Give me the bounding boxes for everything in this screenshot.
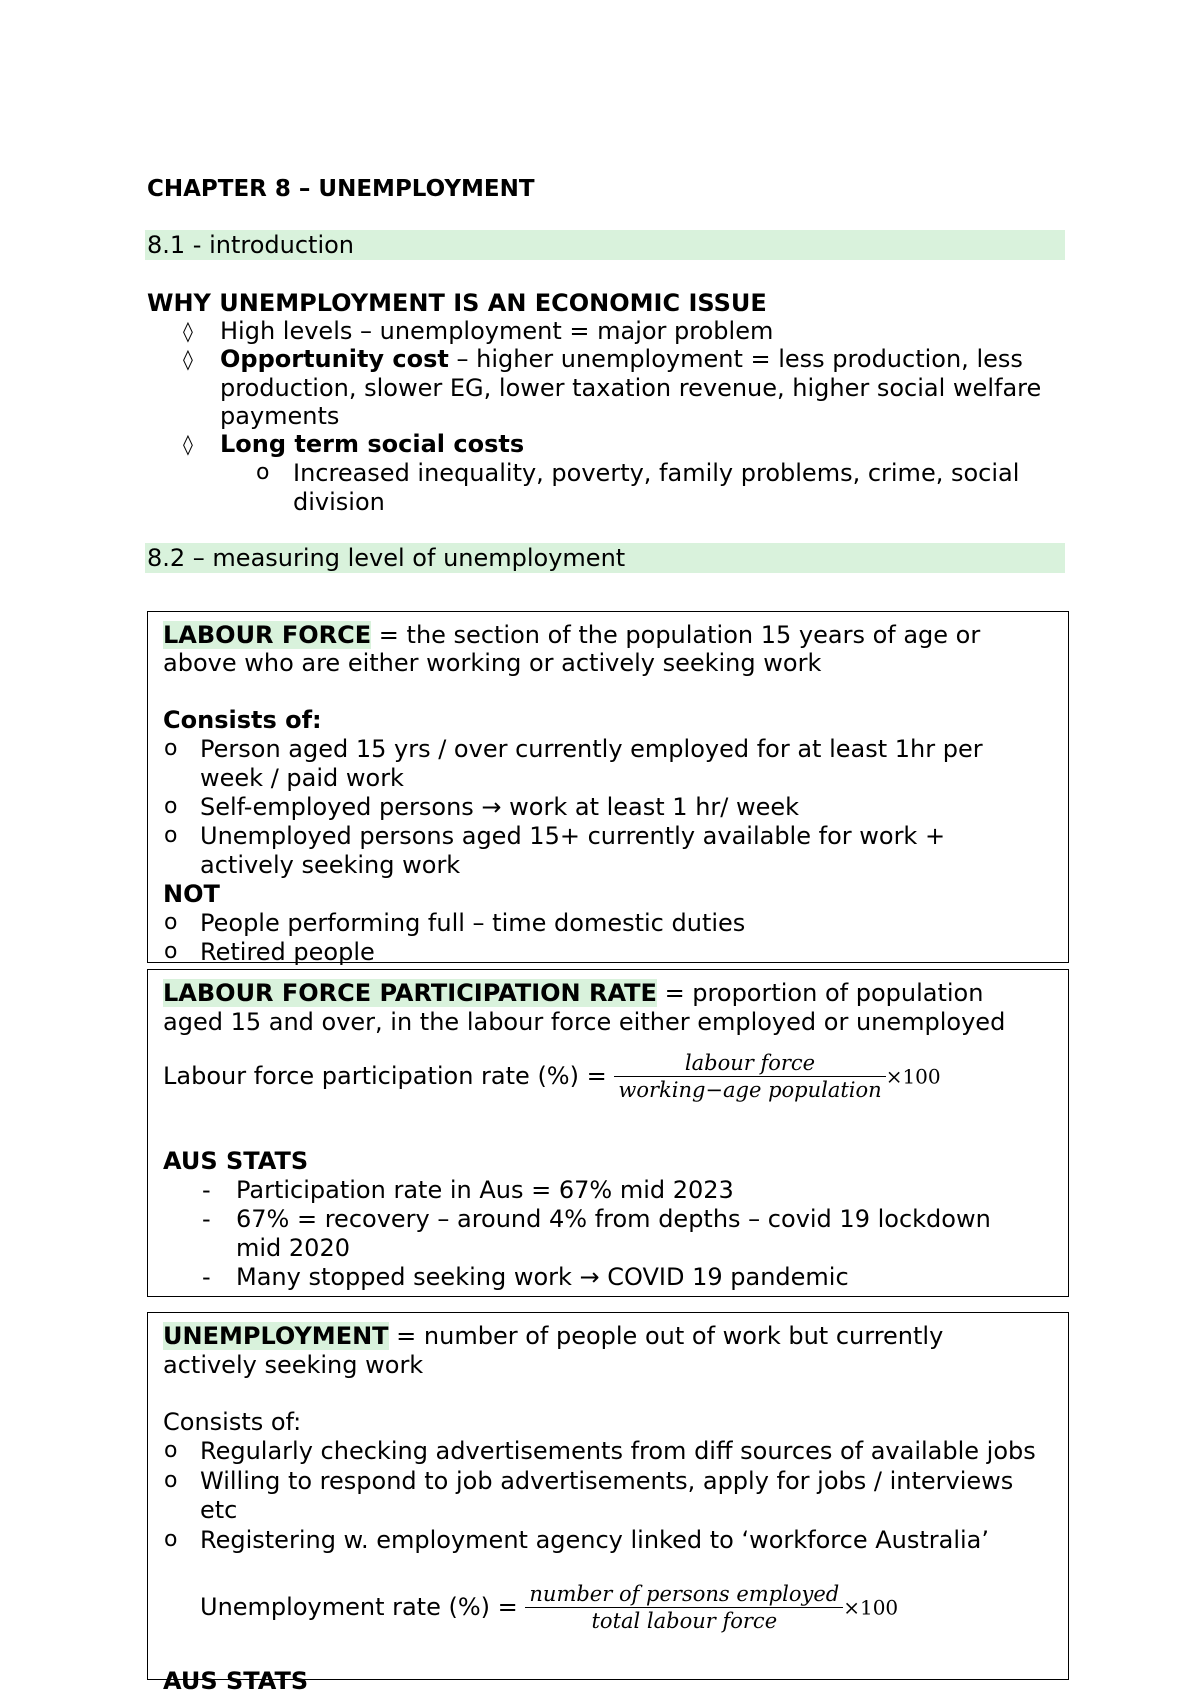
unemployment-definition-line-2: actively seeking work <box>163 1351 424 1379</box>
circle-bullet-icon: o <box>164 794 178 819</box>
aus-stats-heading: AUS STATS <box>163 1147 309 1175</box>
dash-bullet-icon: - <box>202 1176 211 1204</box>
why-bullet-2-line-3: payments <box>220 402 340 430</box>
not-heading: NOT <box>163 880 220 908</box>
diamond-bullet-icon: ◊ <box>183 432 193 456</box>
unemployment-consists-heading: Consists of: <box>163 1408 302 1436</box>
labour-force-item-2: Self-employed persons → work at least 1 hr/ week <box>200 793 800 821</box>
participation-formula: Labour force participation rate (%) = $\frac{\text{labour force}}{\text{working−age population}}$ ×100 <box>163 1051 941 1102</box>
circle-bullet-icon: o <box>164 1468 178 1493</box>
labour-force-not-1: People performing full – time domestic duties <box>200 909 746 937</box>
dash-bullet-icon: - <box>202 1263 211 1291</box>
diamond-bullet-icon: ◊ <box>183 347 193 371</box>
labour-force-box <box>147 611 1069 966</box>
section-heading-8-2: 8.2 – measuring level of unemployment <box>145 543 1065 573</box>
labour-force-definition-line-2: above who are either working or actively seeking work <box>163 649 822 677</box>
stat-1: Participation rate in Aus = 67% mid 2023 <box>236 1176 734 1204</box>
unemployment-fraction: $\frac{\text{number of persons employed}}{\text{total labour force}}$ <box>525 1581 843 1634</box>
participation-definition: LABOUR FORCE PARTICIPATION RATE = proportion of population <box>163 979 984 1007</box>
participation-definition-line-2: aged 15 and over, in the labour force either employed or unemployed <box>163 1008 1006 1036</box>
stat-2: 67% = recovery – around 4% from depths – covid 19 lockdown <box>236 1205 991 1233</box>
why-bullet-3: Long term social costs <box>220 430 525 458</box>
why-sub-bullet: Increased inequality, poverty, family problems, crime, social <box>293 459 1020 487</box>
circle-bullet-icon: o <box>164 1438 178 1463</box>
circle-bullet-icon: o <box>164 823 178 848</box>
stat-3: Many stopped seeking work → COVID 19 pandemic <box>236 1263 849 1291</box>
circle-bullet-icon: o <box>256 460 270 485</box>
labour-force-definition: LABOUR FORCE = the section of the population 15 years of age or <box>163 621 981 649</box>
consists-heading: Consists of: <box>163 706 322 734</box>
why-bullet-2-line-2: production, slower EG, lower taxation revenue, higher social welfare <box>220 374 1042 402</box>
circle-bullet-icon: o <box>164 939 178 964</box>
dash-bullet-icon: - <box>202 1205 211 1233</box>
stat-2-line-2: mid 2020 <box>236 1234 350 1262</box>
circle-bullet-icon: o <box>164 910 178 935</box>
labour-force-item-1: Person aged 15 yrs / over currently employed for at least 1hr per <box>200 735 983 763</box>
circle-bullet-icon: o <box>164 1527 178 1552</box>
unemployment-formula: Unemployment rate (%) = $\frac{\text{number of persons employed}}{\text{total labour force}}$ ×100 <box>200 1582 899 1633</box>
labour-force-item-1-line-2: week / paid work <box>200 764 404 792</box>
why-sub-bullet-line-2: division <box>293 488 385 516</box>
unemployment-item-1: Regularly checking advertisements from diff sources of available jobs <box>200 1437 1036 1465</box>
why-bullet-2: Opportunity cost – higher unemployment = less production, less <box>220 345 1023 373</box>
participation-rate-box <box>147 969 1069 1297</box>
section-heading-8-1: 8.1 - introduction <box>145 230 1065 260</box>
participation-fraction: $\frac{\text{labour force}}{\text{working−age population}}$ <box>614 1050 885 1103</box>
unemployment-item-3: Registering w. employment agency linked to ‘workforce Australia’ <box>200 1526 990 1554</box>
unemployment-aus-stats-heading: AUS STATS <box>163 1667 309 1695</box>
why-heading: WHY UNEMPLOYMENT IS AN ECONOMIC ISSUE <box>147 289 767 317</box>
labour-force-not-2: Retired people <box>200 938 375 966</box>
unemployment-item-2-line-2: etc <box>200 1496 238 1524</box>
page-title: CHAPTER 8 – UNEMPLOYMENT <box>147 176 535 202</box>
why-bullet-1: High levels – unemployment = major problem <box>220 317 774 345</box>
unemployment-definition: UNEMPLOYMENT = number of people out of work but currently <box>163 1322 944 1350</box>
unemployment-box <box>147 1312 1069 1695</box>
unemployment-item-2: Willing to respond to job advertisements, apply for jobs / interviews <box>200 1467 1014 1495</box>
labour-force-item-3: Unemployed persons aged 15+ currently available for work + <box>200 822 946 850</box>
circle-bullet-icon: o <box>164 736 178 761</box>
labour-force-item-3-line-2: actively seeking work <box>200 851 461 879</box>
diamond-bullet-icon: ◊ <box>183 319 193 343</box>
